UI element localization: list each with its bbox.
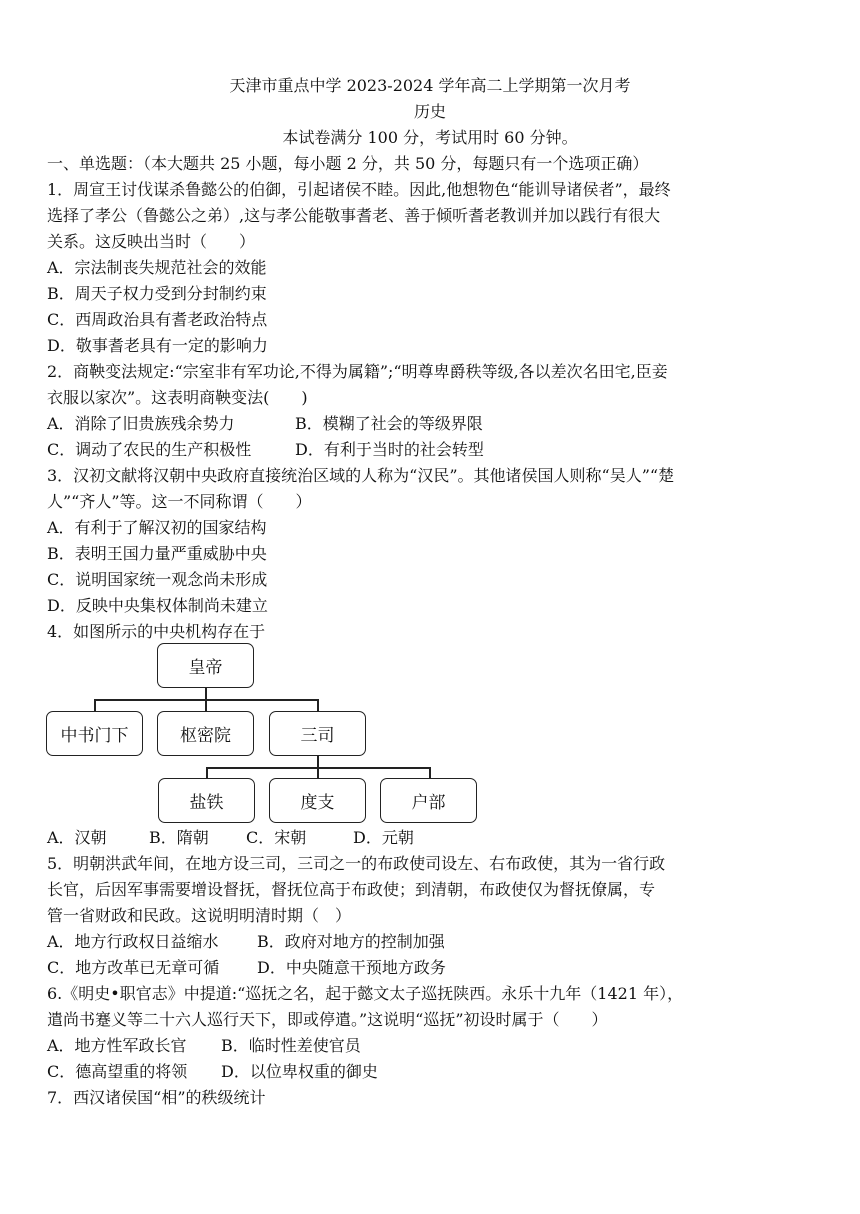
q6-option-c: C．德高望重的将领 <box>47 1062 188 1081</box>
q2-option-c: C．调动了农民的生产积极性 <box>47 440 252 459</box>
box-zhongshu-menxia: 中书门下 <box>46 711 143 756</box>
q2-option-b: B．模糊了社会的等级界限 <box>295 414 483 433</box>
q1-option-a: A．宗法制丧失规范社会的效能 <box>47 258 267 277</box>
connector-hubu <box>429 767 431 778</box>
q2-options-row2 <box>47 440 484 460</box>
q2-options-row1 <box>47 414 483 434</box>
q5-option-a: A．地方行政权日益缩水 <box>47 932 219 951</box>
q4-stem-line1: 4．如图所示的中央机构存在于 <box>47 622 266 641</box>
q4-option-a: A．汉朝 <box>47 828 107 847</box>
q3-stem-line2: 人”“齐人”等。这一不同称谓（ ） <box>47 492 312 511</box>
q1-stem-line2: 选择了孝公（鲁懿公之弟）,这与孝公能敬事耆老、善于倾听耆老教训并加以践行有很大 <box>47 206 661 225</box>
q7-stem-line1: 7．西汉诸侯国“相”的秩级统计 <box>47 1088 266 1107</box>
q2-stem-line2: 衣服以家次”。这表明商鞅变法( ) <box>47 388 308 407</box>
q6-option-b: B．临时性差使官员 <box>221 1036 361 1055</box>
box-sansi: 三司 <box>269 711 366 756</box>
q3-option-a: A．有利于了解汉初的国家结构 <box>47 518 267 537</box>
q6-option-a: A．地方性军政长官 <box>47 1036 187 1055</box>
q3-option-b: B．表明王国力量严重威胁中央 <box>47 544 267 563</box>
q5-option-c: C．地方改革已无章可循 <box>47 958 220 977</box>
connector-top-bar <box>94 699 318 701</box>
q1-stem-line1: 1．周宣王讨伐谋杀鲁懿公的伯御，引起诸侯不睦。因此,他想物色“能训导诸侯者”，最终 <box>47 180 671 199</box>
q1-option-b: B．周天子权力受到分封制约束 <box>47 284 267 303</box>
section-heading: 一、单选题：（本大题共 25 小题，每小题 2 分，共 50 分，每题只有一个选项正确） <box>47 154 649 173</box>
q6-options-row2 <box>47 1062 378 1082</box>
box-yantie: 盐铁 <box>158 778 255 823</box>
q4-option-b: B．隋朝 <box>149 828 209 847</box>
q6-option-d: D．以位卑权重的御史 <box>221 1062 378 1081</box>
exam-info: 本试卷满分 100 分，考试用时 60 分钟。 <box>282 128 578 147</box>
box-shumiyuan: 枢密院 <box>157 711 254 756</box>
q5-options-row2 <box>47 958 446 978</box>
q6-options-row1 <box>47 1036 361 1056</box>
q2-option-a: A．消除了旧贵族残余势力 <box>47 414 235 433</box>
q4-options <box>47 828 414 848</box>
box-duzhi: 度支 <box>269 778 366 823</box>
connector-sansi <box>317 699 319 711</box>
q4-option-d: D．元朝 <box>353 828 414 847</box>
exam-title: 天津市重点中学 2023-2024 学年高二上学期第一次月考 <box>229 76 631 95</box>
box-hubu: 户部 <box>380 778 477 823</box>
q1-stem-line3: 关系。这反映出当时（ ） <box>47 232 256 251</box>
box-emperor: 皇帝 <box>157 643 254 688</box>
exam-subject: 历史 <box>413 102 446 121</box>
q1-option-c: C．西周政治具有耆老政治特点 <box>47 310 268 329</box>
q5-stem-line2: 长官，后因军事需要增设督抚，督抚位高于布政使；到清朝，布政使仅为督抚僚属，专 <box>47 880 656 899</box>
q3-stem-line1: 3．汉初文献将汉朝中央政府直接统治区域的人称为“汉民”。其他诸侯国人则称“吴人”“楚 <box>47 466 675 485</box>
q6-stem-line2: 遣尚书蹇义等二十六人巡行天下，即或停遣。”这说明“巡抚”初设时属于（ ） <box>47 1010 608 1029</box>
connector-bottom-bar <box>206 767 430 769</box>
q2-stem-line1: 2．商鞅变法规定:“宗室非有军功论,不得为属籍”;“明尊卑爵秩等级,各以差次名田宅,臣妾 <box>47 362 668 381</box>
connector-zhongshu <box>94 699 96 711</box>
q3-option-d: D．反映中央集权体制尚未建立 <box>47 596 268 615</box>
q5-stem-line1: 5．明朝洪武年间，在地方设三司，三司之一的布政使司设左、右布政使，其为一省行政 <box>47 854 666 873</box>
q5-option-d: D．中央随意干预地方政务 <box>257 958 446 977</box>
q3-option-c: C．说明国家统一观念尚未形成 <box>47 570 268 589</box>
q2-option-d: D．有利于当时的社会转型 <box>295 440 484 459</box>
q1-option-d: D．敬事耆老具有一定的影响力 <box>47 336 268 355</box>
q6-stem-line1: 6.《明史•职官志》中提道:“巡抚之名，起于懿文太子巡抚陕西。永乐十九年（1421 年）， <box>47 984 684 1003</box>
q5-option-b: B．政府对地方的控制加强 <box>257 932 445 951</box>
q5-stem-line3: 管一省财政和民政。这说明明清时期（ ） <box>47 906 352 925</box>
q4-option-c: C．宋朝 <box>246 828 307 847</box>
q5-options-row1 <box>47 932 445 952</box>
connector-yantie <box>206 767 208 778</box>
